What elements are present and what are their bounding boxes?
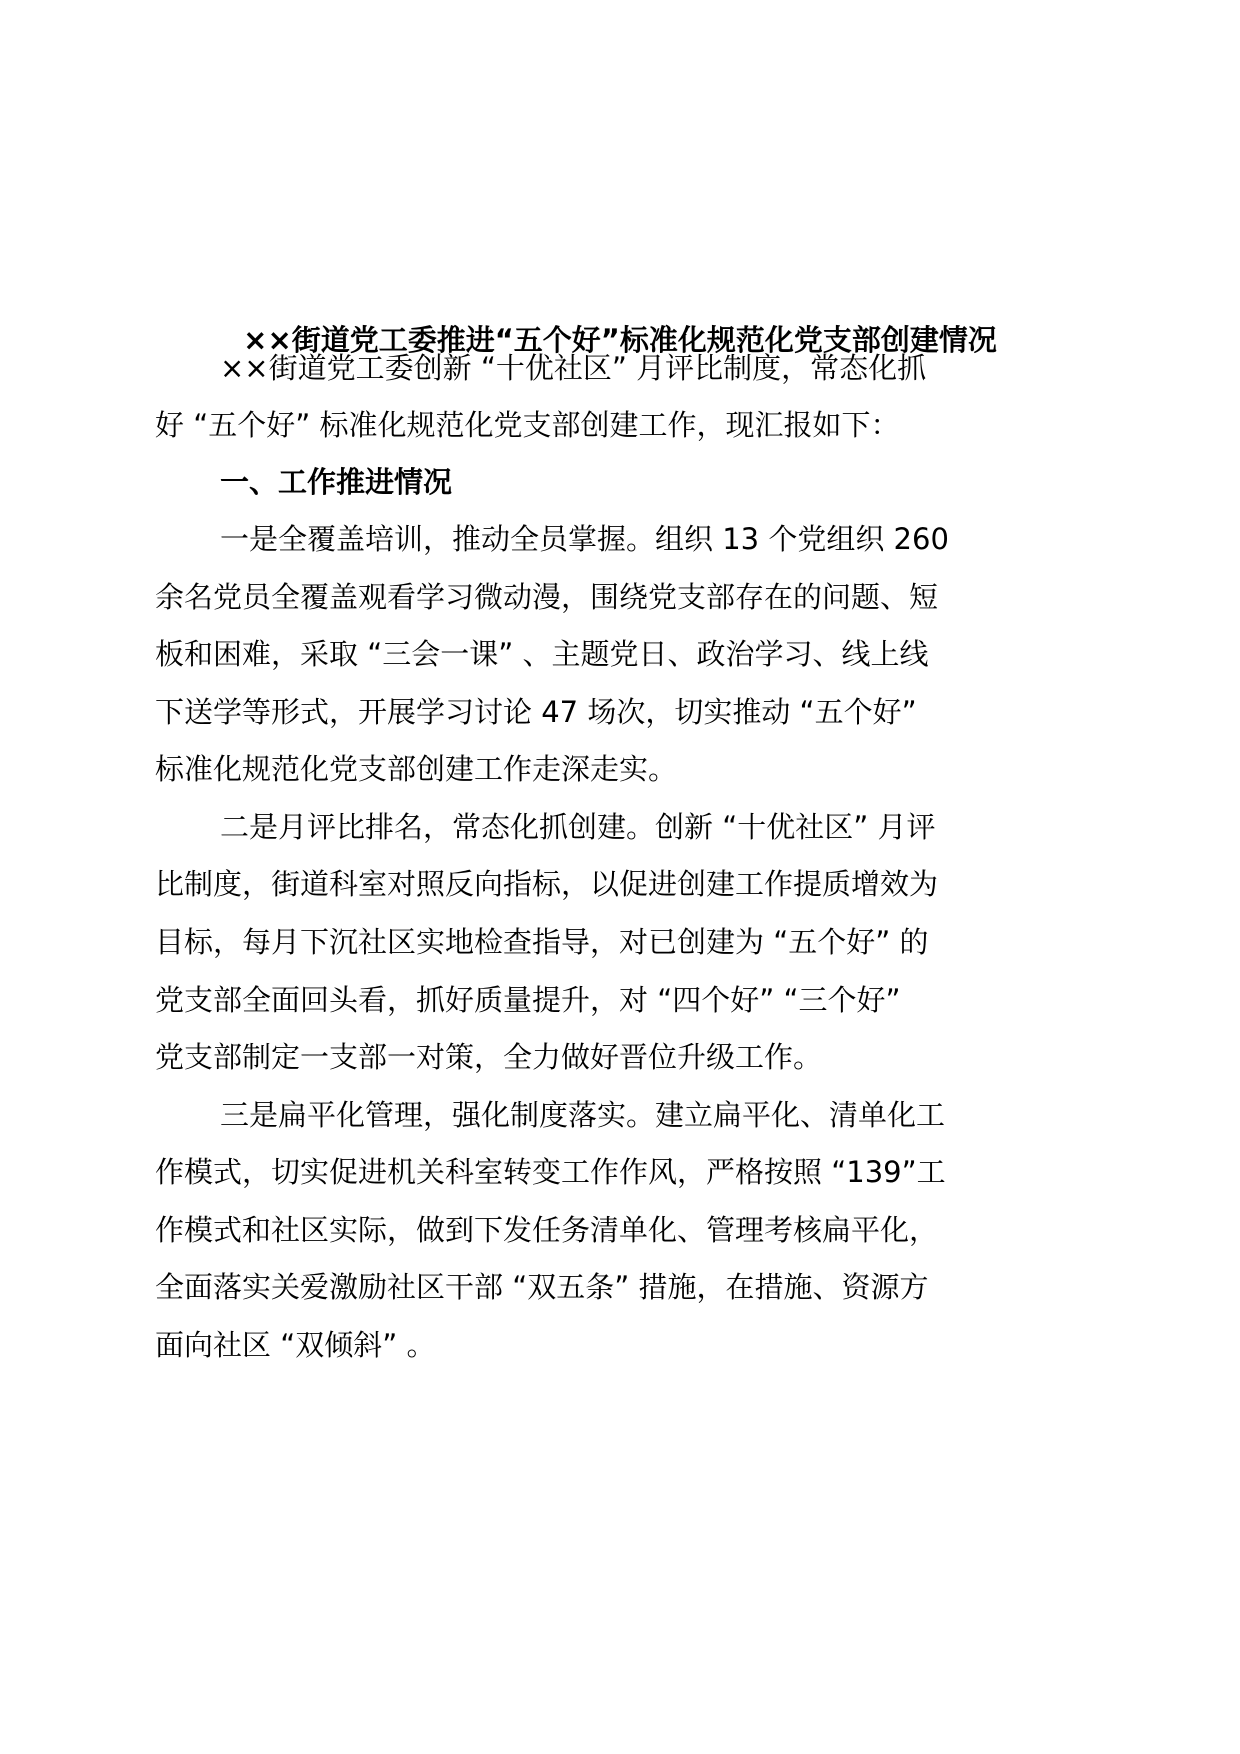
paragraph1-line-4: 下送学等形式，开展学习讨论 47 场次，切实推动 “五个好” bbox=[155, 695, 917, 729]
section-heading: 一、工作推进情况 bbox=[220, 465, 453, 499]
paragraph3-line-2: 作模式，切实促进机关科室转变工作作风，严格按照 “139”工 bbox=[155, 1155, 946, 1189]
paragraph3-line-3: 作模式和社区实际，做到下发任务清单化、管理考核扁平化， bbox=[155, 1213, 939, 1247]
paragraph2-line-4: 党支部全面回头看，抓好质量提升，对 “四个好” “三个好” bbox=[155, 983, 901, 1017]
paragraph1-line-2: 余名党员全覆盖观看学习微动漫，围绕党支部存在的问题、短 bbox=[155, 580, 939, 614]
intro-line-2: 好 “五个好” 标准化规范化党支部创建工作，现汇报如下： bbox=[155, 408, 900, 442]
paragraph2-line-1: 二是月评比排名，常态化抓创建。创新 “十优社区” 月评 bbox=[220, 810, 936, 844]
paragraph3-line-4: 全面落实关爱激励社区干部 “双五条” 措施，在措施、资源方 bbox=[155, 1270, 929, 1304]
paragraph3-line-5: 面向社区 “双倾斜” 。 bbox=[155, 1328, 436, 1362]
paragraph1-line-3: 板和困难，采取 “三会一课” 、主题党日、政治学习、线上线 bbox=[155, 637, 929, 671]
paragraph2-line-5: 党支部制定一支部一对策，全力做好晋位升级工作。 bbox=[155, 1040, 823, 1074]
paragraph2-line-2: 比制度，街道科室对照反向指标，以促进创建工作提质增效为 bbox=[155, 867, 939, 901]
paragraph1-line-5: 标准化规范化党支部创建工作走深走实。 bbox=[155, 752, 678, 786]
document-title: ××街道党工委推进“五个好”标准化规范化党支部创建情况 bbox=[243, 323, 997, 357]
paragraph2-line-3: 目标，每月下沉社区实地检查指导，对已创建为 “五个好” 的 bbox=[155, 925, 929, 959]
paragraph3-line-1: 三是扁平化管理，强化制度落实。建立扁平化、清单化工 bbox=[220, 1098, 946, 1132]
paragraph1-line-1: 一是全覆盖培训，推动全员掌握。组织 13 个党组织 260 bbox=[220, 522, 949, 556]
intro-line-1: ××街道党工委创新 “十优社区” 月评比制度，常态化抓 bbox=[220, 351, 927, 385]
